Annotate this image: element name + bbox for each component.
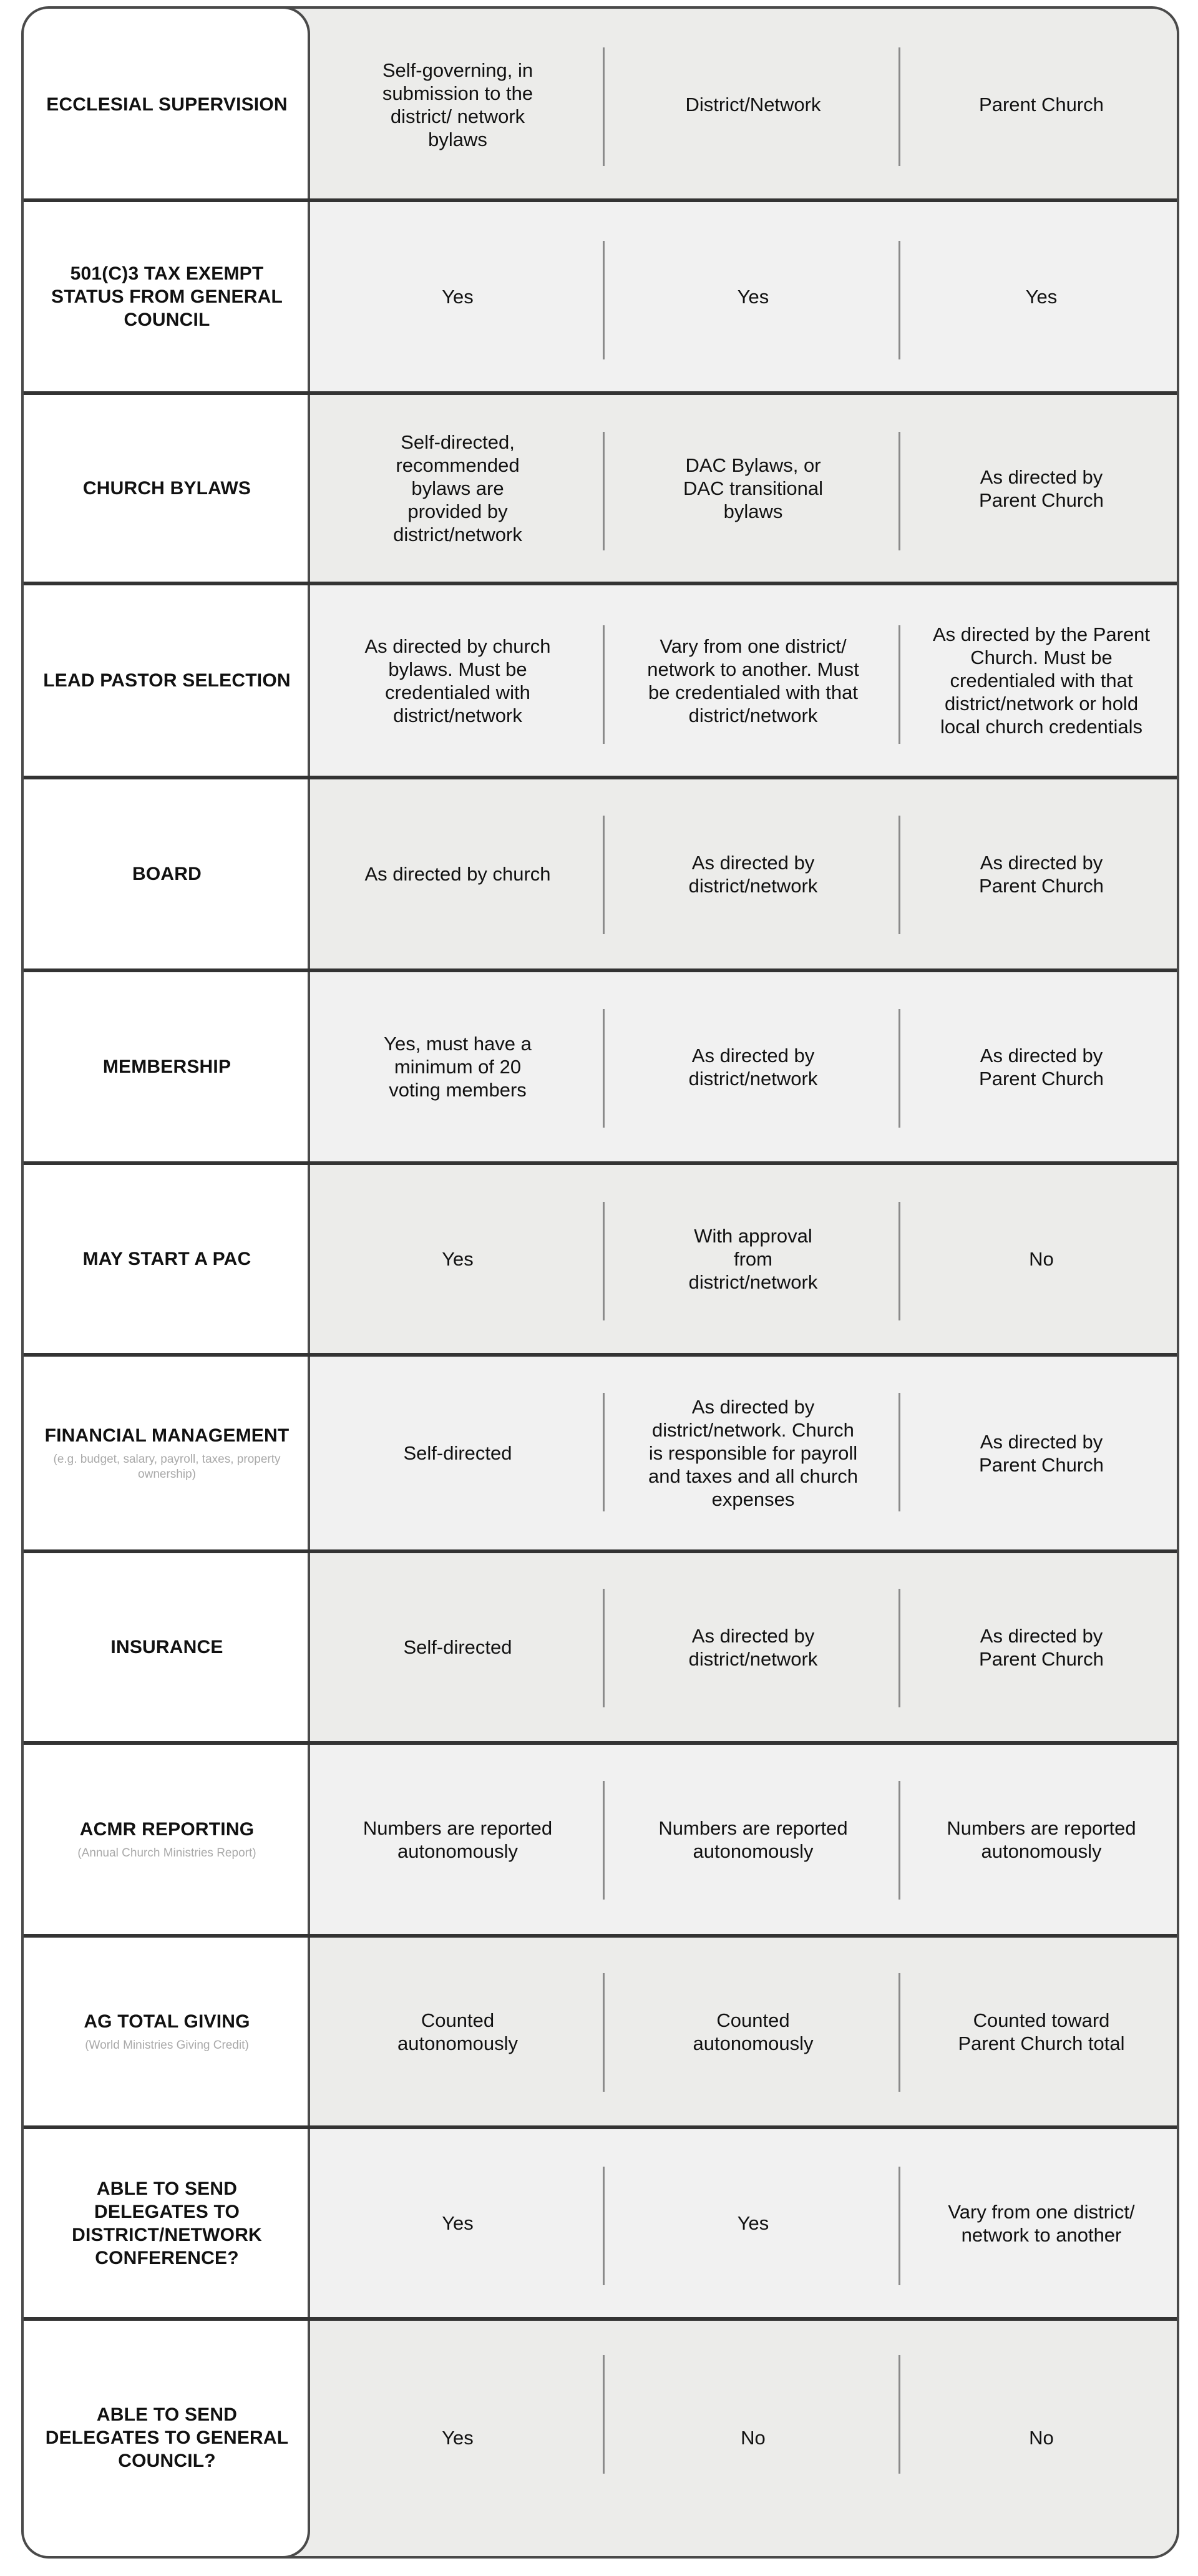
row-label-title: CHURCH BYLAWS [82, 478, 251, 499]
row-label-title: MAY START A PAC [82, 1249, 251, 1269]
cell-self-governing [310, 778, 605, 970]
cell-parent-church [901, 1936, 1179, 2127]
cell-district-network [605, 583, 901, 778]
column-separator [898, 1781, 900, 1900]
row-label-subtitle: (World Ministries Giving Credit) [85, 2039, 249, 2052]
column-separator [603, 1781, 605, 1900]
row-label-title: ABLE TO SEND DELEGATES TO DISTRICT/NETWORK CONFERENCE? [72, 2178, 262, 2268]
cell-parent-church [901, 2319, 1179, 2556]
row-divider [21, 198, 1179, 202]
column-separator [898, 2167, 900, 2285]
cell-text: Counted toward Parent Church total [958, 2009, 1125, 2054]
column-separator [898, 816, 900, 934]
row-divider [21, 968, 1179, 972]
row-label [24, 778, 310, 970]
cell-parent-church [901, 393, 1179, 583]
row-divider [21, 2125, 1179, 2129]
column-separator [603, 241, 605, 359]
row-label [24, 1936, 310, 2127]
row-label-title: ECCLESIAL SUPERVISION [46, 94, 288, 115]
row-label-subtitle: (e.g. budget, salary, payroll, taxes, property ownership) [53, 1453, 281, 1481]
cell-text: Yes [442, 286, 474, 308]
row-label [24, 1551, 310, 1743]
cell-self-governing [310, 9, 605, 200]
cell-text: No [1029, 2426, 1054, 2449]
row-label-title: AG TOTAL GIVING [84, 2011, 250, 2032]
cell-district-network [605, 9, 901, 200]
table-row [24, 1936, 1177, 2127]
cell-parent-church [901, 1551, 1179, 1743]
table-row [24, 778, 1177, 970]
cell-text: Counted autonomously [397, 2009, 518, 2054]
row-label [24, 970, 310, 1163]
column-separator [898, 1393, 900, 1511]
cell-text: As directed by Parent Church [979, 851, 1104, 897]
column-separator [898, 1009, 900, 1128]
cell-district-network [605, 1355, 901, 1551]
cell-district-network [605, 1163, 901, 1355]
cell-text: As directed by the Parent Church. Must be credentialed with that district/network or hold local church credentials [932, 623, 1151, 738]
table-row [24, 1551, 1177, 1743]
column-separator [603, 1202, 605, 1320]
column-separator [898, 1973, 900, 2092]
row-divider [21, 2317, 1179, 2321]
row-divider [21, 776, 1179, 779]
cell-text: As directed by district/network [688, 851, 818, 897]
table-row [24, 9, 1177, 200]
cell-parent-church [901, 1355, 1179, 1551]
cell-text: Vary from one district/ network to another [948, 2200, 1135, 2246]
cell-text: Yes [442, 2426, 474, 2449]
column-separator [603, 1009, 605, 1128]
table-row [24, 583, 1177, 778]
cell-district-network [605, 1936, 901, 2127]
cell-text: Self-directed [403, 1442, 512, 1464]
table-rows [24, 9, 1177, 2556]
row-label-title: MEMBERSHIP [102, 1056, 231, 1077]
cell-parent-church [901, 970, 1179, 1163]
cell-text: No [1029, 1248, 1054, 1270]
row-divider [21, 1934, 1179, 1938]
cell-district-network [605, 200, 901, 393]
cell-text: Yes, must have a minimum of 20 voting members [384, 1033, 532, 1101]
row-label-subtitle: (Annual Church Ministries Report) [77, 1847, 256, 1860]
cell-text: As directed by Parent Church [979, 466, 1104, 511]
table-row [24, 200, 1177, 393]
column-separator [603, 2167, 605, 2285]
table-row [24, 970, 1177, 1163]
row-label-title: FINANCIAL MANAGEMENT [44, 1425, 290, 1446]
row-divider [21, 1549, 1179, 1553]
row-divider [21, 1161, 1179, 1165]
table-row [24, 2319, 1177, 2556]
row-label [24, 1743, 310, 1936]
column-separator [603, 1393, 605, 1511]
row-label-title: BOARD [132, 864, 202, 884]
cell-self-governing [310, 2127, 605, 2319]
cell-parent-church [901, 1163, 1179, 1355]
row-label [24, 9, 310, 200]
cell-text: With approval from district/network [688, 1225, 818, 1293]
column-separator [898, 432, 900, 550]
column-separator [898, 1589, 900, 1707]
row-label-title: INSURANCE [110, 1637, 223, 1657]
table-row [24, 2127, 1177, 2319]
column-separator [603, 816, 605, 934]
column-separator [603, 2355, 605, 2474]
cell-text: Yes [737, 2212, 769, 2234]
row-label-title: ACMR REPORTING [79, 1819, 255, 1840]
table-row [24, 1743, 1177, 1936]
row-label [24, 1355, 310, 1551]
cell-district-network [605, 970, 901, 1163]
column-separator [603, 47, 605, 166]
cell-parent-church [901, 2127, 1179, 2319]
row-label [24, 583, 310, 778]
column-separator [898, 1202, 900, 1320]
row-label [24, 2319, 310, 2556]
comparison-table [21, 6, 1179, 2559]
table-row [24, 1163, 1177, 1355]
cell-district-network [605, 393, 901, 583]
cell-text: Parent Church [979, 94, 1104, 115]
cell-parent-church [901, 1743, 1179, 1936]
cell-self-governing [310, 2319, 605, 2556]
cell-text: District/Network [685, 94, 821, 115]
cell-self-governing [310, 200, 605, 393]
cell-text: Self-governing, in submission to the district/ network bylaws [382, 59, 533, 150]
cell-text: Yes [1025, 286, 1058, 308]
cell-text: As directed by district/network [688, 1044, 818, 1090]
cell-district-network [605, 2319, 901, 2556]
table-row [24, 393, 1177, 583]
cell-district-network [605, 1743, 901, 1936]
cell-text: DAC Bylaws, or DAC transitional bylaws [683, 454, 823, 522]
cell-text: Numbers are reported autonomously [363, 1817, 553, 1862]
cell-self-governing [310, 1551, 605, 1743]
cell-self-governing [310, 1936, 605, 2127]
cell-text: Yes [737, 286, 769, 308]
table-row [24, 1355, 1177, 1551]
cell-parent-church [901, 583, 1179, 778]
cell-text: Counted autonomously [693, 2009, 814, 2054]
cell-parent-church [901, 9, 1179, 200]
column-separator [898, 47, 900, 166]
row-label [24, 2127, 310, 2319]
cell-self-governing [310, 1355, 605, 1551]
cell-district-network [605, 1551, 901, 1743]
row-label-title: 501(C)3 TAX EXEMPT STATUS FROM GENERAL COUNCIL [51, 263, 283, 330]
cell-text: Numbers are reported autonomously [947, 1817, 1136, 1862]
row-label [24, 393, 310, 583]
cell-text: Numbers are reported autonomously [658, 1817, 848, 1862]
cell-text: As directed by Parent Church [979, 1430, 1104, 1476]
cell-district-network [605, 2127, 901, 2319]
cell-text: As directed by district/network [688, 1624, 818, 1670]
cell-self-governing [310, 1743, 605, 1936]
row-divider [21, 391, 1179, 395]
row-label [24, 200, 310, 393]
column-separator [603, 1973, 605, 2092]
column-separator [898, 2355, 900, 2474]
row-label [24, 1163, 310, 1355]
cell-self-governing [310, 583, 605, 778]
cell-text: Vary from one district/ network to another. Must be credentialed with that district/network [647, 635, 859, 726]
cell-text: As directed by district/network. Church is responsible for payroll and taxes and all church expenses [648, 1396, 859, 1510]
column-separator [603, 625, 605, 744]
cell-self-governing [310, 393, 605, 583]
column-separator [898, 625, 900, 744]
cell-text: No [741, 2426, 766, 2449]
cell-self-governing [310, 1163, 605, 1355]
cell-text: Yes [442, 1248, 474, 1270]
cell-parent-church [901, 778, 1179, 970]
row-divider [21, 1741, 1179, 1745]
column-separator [898, 241, 900, 359]
column-separator [603, 1589, 605, 1707]
row-divider [21, 1353, 1179, 1357]
column-separator [603, 432, 605, 550]
cell-text: As directed by Parent Church [979, 1624, 1104, 1670]
cell-district-network [605, 778, 901, 970]
row-label-title: LEAD PASTOR SELECTION [43, 670, 291, 691]
cell-text: Self-directed, recommended bylaws are provided by district/network [393, 431, 522, 545]
cell-parent-church [901, 200, 1179, 393]
cell-text: As directed by church [364, 863, 551, 885]
row-divider [21, 582, 1179, 585]
cell-text: Self-directed [403, 1636, 512, 1658]
cell-text: Yes [442, 2212, 474, 2234]
row-label-title: ABLE TO SEND DELEGATES TO GENERAL COUNCIL? [45, 2404, 289, 2471]
cell-self-governing [310, 970, 605, 1163]
cell-text: As directed by church bylaws. Must be credentialed with district/network [364, 635, 551, 726]
cell-text: As directed by Parent Church [979, 1044, 1104, 1090]
